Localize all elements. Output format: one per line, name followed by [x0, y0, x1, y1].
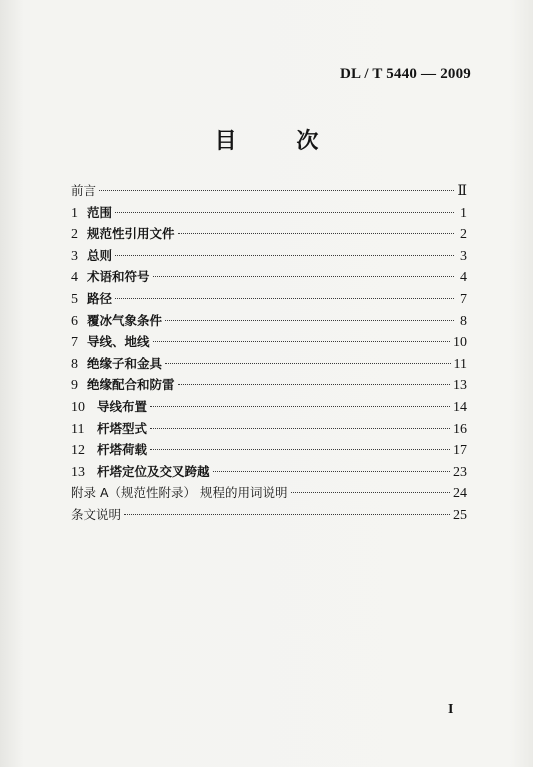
- dot-leader: [291, 492, 451, 493]
- toc-entry-11[interactable]: [71, 418, 467, 440]
- toc-entry-appendix-a[interactable]: [71, 482, 467, 504]
- entry-page-number: 14: [453, 399, 467, 415]
- dot-leader: [99, 190, 454, 191]
- entry-page-number: 25: [453, 507, 467, 523]
- toc-heading: 目 次: [214, 128, 345, 154]
- dot-leader: [165, 320, 454, 321]
- toc-entry-foreword[interactable]: [71, 180, 467, 202]
- entry-title: 总则: [87, 247, 113, 263]
- entry-number: 7: [71, 335, 78, 351]
- dot-leader: [115, 212, 454, 213]
- table-of-contents: [71, 180, 467, 526]
- toc-entry-explanation[interactable]: [71, 504, 467, 526]
- entry-title: 导线布置: [97, 398, 148, 414]
- toc-entry-4[interactable]: [71, 266, 467, 288]
- dot-leader: [150, 428, 450, 429]
- entry-title: 范围: [87, 204, 113, 220]
- entry-title: 绝缘配合和防雷: [87, 377, 175, 393]
- dot-leader: [178, 233, 454, 234]
- entry-page-number: 24: [453, 486, 467, 502]
- entry-number: 6: [71, 313, 78, 329]
- entry-page-number: 1: [460, 205, 467, 221]
- dot-leader: [124, 514, 450, 515]
- entry-title: 规范性引用文件: [87, 226, 175, 242]
- entry-number: 11: [71, 421, 85, 437]
- entry-page-number: 16: [453, 421, 467, 437]
- toc-entry-7[interactable]: [71, 331, 467, 353]
- entry-page-number: Ⅱ: [457, 184, 467, 199]
- entry-title: 附录 A（规范性附录） 规程的用词说明: [71, 485, 288, 501]
- entry-title: 前言: [71, 183, 97, 198]
- entry-title: 绝缘子和金具: [87, 355, 163, 371]
- dot-leader: [115, 255, 454, 256]
- dot-leader: [153, 341, 450, 342]
- entry-title: 导线、地线: [87, 334, 150, 350]
- entry-page-number: 8: [460, 313, 467, 329]
- entry-page-number: 11: [453, 356, 467, 372]
- dot-leader: [178, 384, 450, 385]
- entry-title: 杆塔荷载: [97, 442, 148, 458]
- entry-number: 13: [71, 464, 85, 480]
- toc-entry-13[interactable]: [71, 461, 467, 483]
- entry-number: 4: [71, 270, 78, 286]
- document-code: DL / T 5440 — 2009: [340, 66, 471, 82]
- entry-number: 8: [71, 356, 78, 372]
- toc-entry-1[interactable]: [71, 202, 467, 224]
- entry-number: 12: [71, 443, 85, 459]
- entry-title: 路径: [87, 290, 113, 306]
- entry-page-number: 23: [453, 464, 467, 480]
- entry-title: 杆塔型式: [97, 420, 148, 436]
- entry-title: 术语和符号: [87, 269, 150, 285]
- entry-page-number: 3: [460, 248, 467, 264]
- page-folio: I: [448, 702, 454, 717]
- entry-page-number: 2: [460, 227, 467, 243]
- toc-entry-10[interactable]: [71, 396, 467, 418]
- dot-leader: [213, 471, 450, 472]
- dot-leader: [153, 276, 454, 277]
- entry-number: 9: [71, 378, 78, 394]
- entry-number: 10: [71, 399, 85, 415]
- toc-entry-12[interactable]: [71, 439, 467, 461]
- toc-entry-2[interactable]: [71, 223, 467, 245]
- entry-page-number: 13: [453, 378, 467, 394]
- entry-number: 5: [71, 291, 78, 307]
- entry-page-number: 4: [460, 270, 467, 286]
- entry-number: 1: [71, 205, 78, 221]
- entry-title: 覆冰气象条件: [87, 312, 163, 328]
- entry-page-number: 7: [460, 291, 467, 307]
- toc-entry-5[interactable]: [71, 288, 467, 310]
- entry-page-number: 10: [453, 335, 467, 351]
- toc-entry-6[interactable]: [71, 310, 467, 332]
- toc-entry-3[interactable]: [71, 245, 467, 267]
- entry-number: 2: [71, 227, 78, 243]
- entry-title: 条文说明: [71, 506, 122, 522]
- toc-entry-8[interactable]: [71, 353, 467, 375]
- entry-title: 杆塔定位及交叉跨越: [97, 463, 210, 479]
- entry-number: 3: [71, 248, 78, 264]
- dot-leader: [115, 298, 454, 299]
- entry-page-number: 17: [453, 443, 467, 459]
- toc-entry-9[interactable]: [71, 374, 467, 396]
- dot-leader: [165, 363, 451, 364]
- dot-leader: [150, 449, 450, 450]
- dot-leader: [150, 406, 450, 407]
